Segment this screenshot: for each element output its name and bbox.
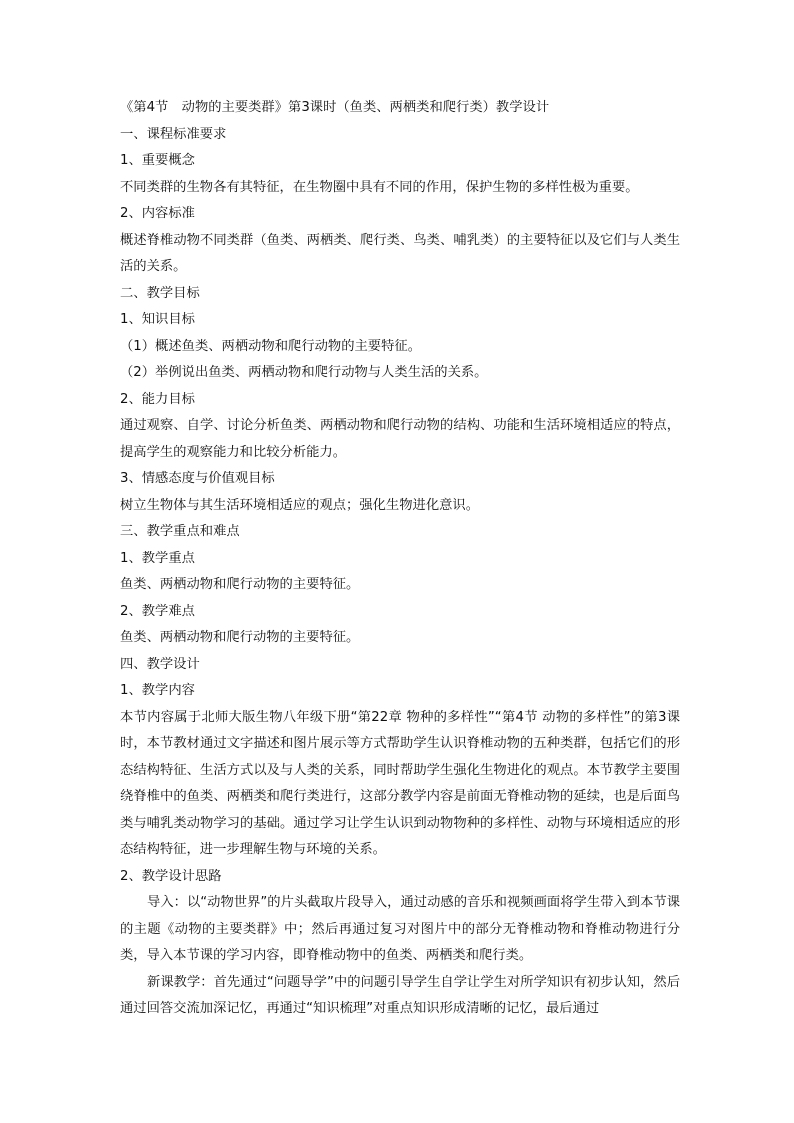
- subheading-design-idea: 2、教学设计思路: [120, 868, 222, 884]
- document-title: 《第4节 动物的主要类群》第3课时（鱼类、两栖类和爬行类）教学设计: [120, 100, 550, 115]
- section-heading-4: 四、教学设计: [120, 656, 200, 672]
- paragraph-key-concept: 不同类群的生物各有其特征，在生物圈中具有不同的作用，保护生物的多样性极为重要。: [120, 179, 639, 195]
- subheading-difficulty: 2、教学难点: [120, 603, 195, 619]
- paragraph-key-point: 鱼类、两栖动物和爬行动物的主要特征。: [120, 577, 360, 592]
- subheading-content-standard: 2、内容标准: [120, 206, 195, 221]
- paragraph-content-standard: 概述脊椎动物不同类群（鱼类、两栖类、爬行类、鸟类、哺乳类）的主要特征以及它们与人类生活的关系。: [120, 232, 680, 274]
- paragraph-teaching-content: 本节内容属于北师大版生物八年级下册“第22章 物种的多样性”“第4节 动物的多样性”的第3课时，本节教材通过文字描述和图片展示等方式帮助学生认识脊椎动物的五种类群，包括它们的形态结构特征、生活方式以及与人类的关系，同时帮助学生强化生物进化的观点。本节教学主要围绕脊椎中的鱼类、两栖类和爬行类进行，这部分教学内容是前面无脊椎动物的延续，也是后面鸟类与哺乳类动物学习的基础。通过学习让学生认识到动物物种的多样性、动物与环境相适应的形态结构特征，进一步理解生物与环境的关系。: [120, 709, 680, 857]
- subheading-key-point: 1、教学重点: [120, 550, 195, 566]
- paragraph-difficulty: 鱼类、两栖动物和爬行动物的主要特征。: [120, 630, 360, 645]
- paragraph-attitude-goal: 树立生物体与其生活环境相适应的观点；强化生物进化意识。: [120, 497, 480, 513]
- list-item-knowledge-1: （1）概述鱼类、两栖动物和爬行动物的主要特征。: [120, 338, 421, 354]
- paragraph-ability-goal: 通过观察、自学、讨论分析鱼类、两栖动物和爬行动物的结构、功能和生活环境相适应的特点，提高学生的观察能力和比较分析能力。: [120, 418, 680, 460]
- section-heading-2: 二、教学目标: [120, 285, 200, 301]
- document-page: [120, 95, 680, 1023]
- list-item-knowledge-2: （2）举例说出鱼类、两栖动物和爬行动物与人类生活的关系。: [120, 365, 488, 380]
- paragraph-new-lesson: 新课教学：首先通过“问题导学”中的问题引导学生自学让学生对所学知识有初步认知，然后通过回答交流加深记忆，再通过“知识梳理”对重点知识形成清晰的记忆，最后通过: [120, 974, 680, 1016]
- subheading-attitude-goal: 3、情感态度与价值观目标: [120, 471, 275, 486]
- subheading-key-concept: 1、重要概念: [120, 153, 195, 168]
- paragraph-introduction: 导入：以“动物世界”的片头截取片段导入，通过动感的音乐和视频画面将学生带入到本节课的主题《动物的主要类群》中；然后再通过复习对图片中的部分无脊椎动物和脊椎动物进行分类，导入本节课的学习内容，即脊椎动物中的鱼类、两栖类和爬行类。: [120, 895, 680, 963]
- section-heading-3: 三、教学重点和难点: [120, 524, 240, 539]
- subheading-teaching-content: 1、教学内容: [120, 683, 195, 698]
- section-heading-1: 一、课程标准要求: [120, 126, 227, 142]
- subheading-knowledge-goal: 1、知识目标: [120, 312, 195, 327]
- subheading-ability-goal: 2、能力目标: [120, 391, 195, 407]
